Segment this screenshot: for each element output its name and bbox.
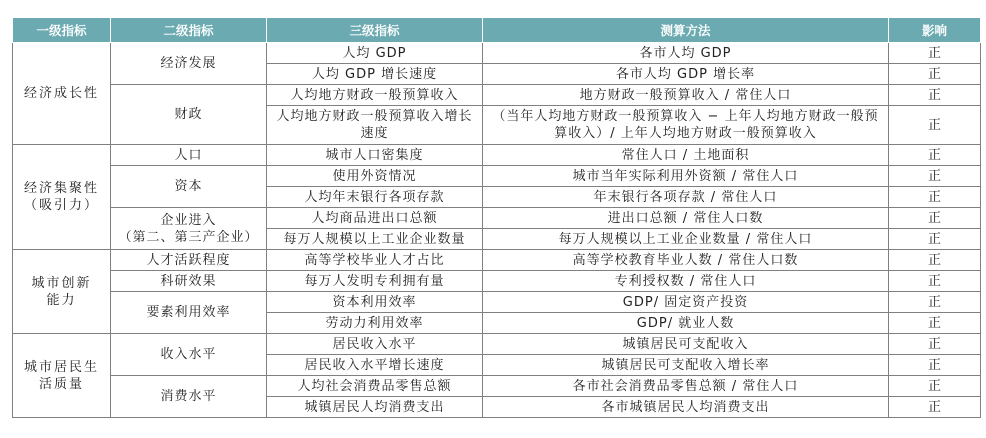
method-cell: （当年人均地方财政一般预算收入 − 上年人均地方财政一般预算收入）/ 上年人均地方财政一般预算收入 [483,106,889,145]
effect-cell: 正 [889,313,981,334]
effect-cell: 正 [889,334,981,355]
header-level1: 一级指标 [13,18,111,43]
level2-label: 收入水平 [160,347,217,362]
level2-label: 人口 [174,147,203,163]
method-cell: 地方财政一般预算收入 / 常住人口 [483,85,889,106]
level1-label: 活质量 [38,376,84,392]
level1-label: 经济成长性 [23,86,99,101]
level1-cell [13,43,111,145]
method-cell: 各市城镇居民人均消费支出 [483,397,889,418]
level3-indicator-cell: 人均 GDP 增长速度 [267,64,483,85]
level1-label: 城市创新 [31,275,92,291]
header-level3: 三级指标 [267,18,483,43]
table-row [13,166,981,187]
level3-indicator-cell: 人均年末银行各项存款 [267,187,483,208]
method-cell: 各市社会消费品零售总额 / 常住人口 [483,376,889,397]
level3-indicator-cell: 人均商品进出口总额 [267,208,483,229]
level3-indicator-cell: 资本利用效率 [267,292,483,313]
effect-cell: 正 [889,43,981,64]
level2-cell [111,334,267,376]
table-header [13,18,981,43]
level2-label: 消费水平 [160,389,217,404]
table-row [13,85,981,106]
effect-cell: 正 [889,145,981,166]
header-row [13,18,981,43]
level2-label: （第二、第三产企业） [118,229,259,245]
level2-cell [111,85,267,145]
method-cell: GDP/ 就业人数 [483,313,889,334]
effect-cell: 正 [889,166,981,187]
method-cell: GDP/ 固定资产投资 [483,292,889,313]
level3-indicator-cell: 使用外资情况 [267,166,483,187]
table-body [13,43,981,418]
level2-cell [111,145,267,166]
level3-indicator-cell: 每万人发明专利拥有量 [267,271,483,292]
table-row [13,376,981,397]
effect-cell: 正 [889,106,981,145]
level3-indicator-cell: 城镇居民人均消费支出 [267,397,483,418]
level1-cell [13,250,111,334]
level3-indicator-cell: 人均地方财政一般预算收入增长速度 [267,106,483,145]
header-level2: 二级指标 [111,18,267,43]
table-row [13,292,981,313]
method-cell: 城镇居民可支配收入增长率 [483,355,889,376]
effect-cell: 正 [889,397,981,418]
level2-label: 要素利用效率 [146,305,231,320]
level2-label: 企业进入 [160,212,217,228]
method-cell: 常住人口 / 土地面积 [483,145,889,166]
level3-indicator-cell: 每万人规模以上工业企业数量 [267,229,483,250]
effect-cell: 正 [889,271,981,292]
effect-cell: 正 [889,376,981,397]
level2-cell [111,292,267,334]
method-cell: 城镇居民可支配收入 [483,334,889,355]
level2-cell [111,271,267,292]
level3-indicator-cell: 城市人口密集度 [267,145,483,166]
level2-label: 经济发展 [160,56,217,71]
level2-label: 科研效果 [160,273,217,289]
table-row [13,334,981,355]
level1-label: （吸引力） [23,198,99,213]
effect-cell: 正 [889,250,981,271]
effect-cell: 正 [889,229,981,250]
level2-cell [111,208,267,250]
level3-indicator-cell: 人均 GDP [267,43,483,64]
level3-indicator-cell: 居民收入水平增长速度 [267,355,483,376]
level1-cell [13,334,111,418]
method-cell: 各市人均 GDP 增长率 [483,64,889,85]
indicator-table [12,17,981,418]
table-row [13,145,981,166]
method-cell: 专利授权数 / 常住人口 [483,271,889,292]
level2-label: 人才活跃程度 [146,252,231,268]
method-cell: 每万人规模以上工业企业数量 / 常住人口 [483,229,889,250]
level2-cell [111,376,267,418]
header-effect: 影响 [889,18,981,43]
method-cell: 各市人均 GDP [483,43,889,64]
level3-indicator-cell: 高等学校毕业人才占比 [267,250,483,271]
method-cell: 进出口总额 / 常住人口数 [483,208,889,229]
method-cell: 高等学校教育毕业人数 / 常住人口数 [483,250,889,271]
table-row [13,271,981,292]
table-row [13,250,981,271]
table-row [13,208,981,229]
method-cell: 城市当年实际利用外资额 / 常住人口 [483,166,889,187]
level1-label: 城市居民生 [23,359,99,375]
level1-cell [13,145,111,250]
effect-cell: 正 [889,208,981,229]
method-cell: 年末银行各项存款 / 常住人口 [483,187,889,208]
level3-indicator-cell: 居民收入水平 [267,334,483,355]
level3-indicator-cell: 劳动力利用效率 [267,313,483,334]
level3-indicator-cell: 人均地方财政一般预算收入 [267,85,483,106]
level2-cell [111,166,267,208]
effect-cell: 正 [889,64,981,85]
effect-cell: 正 [889,187,981,208]
level1-label: 能力 [46,292,77,308]
level1-label: 经济集聚性 [23,181,99,196]
effect-cell: 正 [889,292,981,313]
table-row [13,43,981,64]
level2-cell [111,43,267,85]
level2-label: 资本 [174,179,203,194]
effect-cell: 正 [889,85,981,106]
header-method: 测算方法 [483,18,889,43]
effect-cell: 正 [889,355,981,376]
level3-indicator-cell: 人均社会消费品零售总额 [267,376,483,397]
level2-cell [111,250,267,271]
level2-label: 财政 [174,107,203,122]
indicator-table-container [12,17,981,418]
